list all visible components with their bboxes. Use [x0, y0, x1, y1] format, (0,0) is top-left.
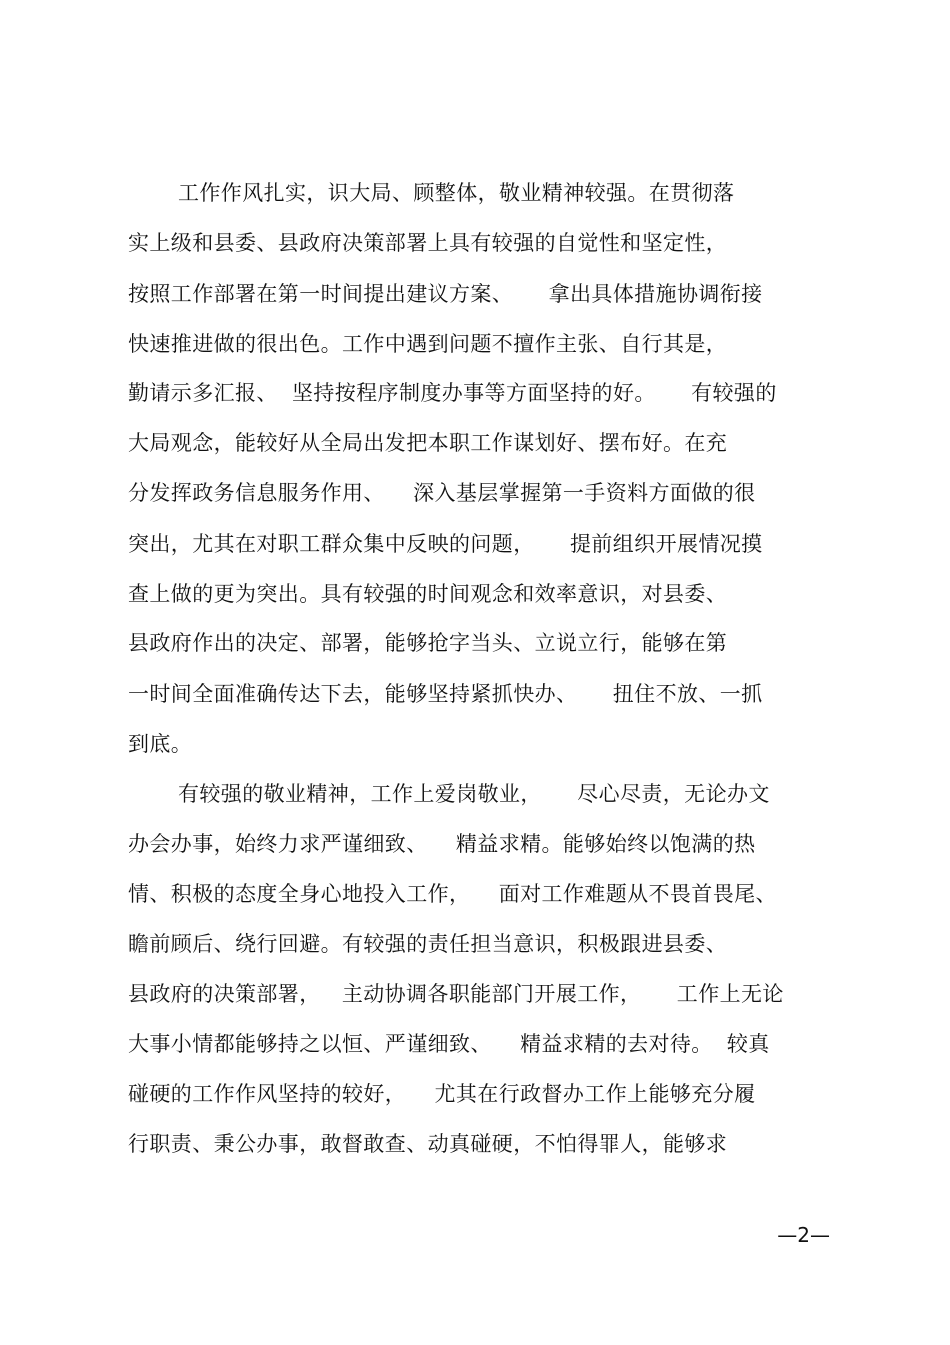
text-line: 瞻前顾后、绕行回避。有较强的责任担当意识，积极跟进县委、	[128, 932, 728, 956]
text-line: 突出，尤其在对职工群众集中反映的问题， 提前组织开展情况摸	[128, 532, 763, 556]
text-line: 大事小情都能够持之以恒、严谨细致、 精益求精的去对待。 较真	[128, 1032, 770, 1056]
text-line: 一时间全面准确传达下去，能够坚持紧抓快办、 扭住不放、一抓	[128, 682, 763, 706]
text-line: 查上做的更为突出。具有较强的时间观念和效率意识，对县委、	[128, 582, 728, 606]
page-number: —2—	[777, 1223, 830, 1247]
text-line: 实上级和县委、县政府决策部署上具有较强的自觉性和坚定性，	[128, 231, 728, 255]
text-line: 工作作风扎实，识大局、顾整体，敬业精神较强。在贯彻落	[178, 181, 735, 205]
text-line: 勤请示多汇报、 坚持按程序制度办事等方面坚持的好。 有较强的	[128, 381, 777, 405]
text-line: 情、积极的态度全身心地投入工作， 面对工作难题从不畏首畏尾、	[128, 882, 777, 906]
text-line: 县政府作出的决定、部署，能够抢字当头、立说立行，能够在第	[128, 631, 728, 655]
text-line: 快速推进做的很出色。工作中遇到问题不擅作主张、自行其是，	[128, 332, 728, 356]
text-line: 分发挥政务信息服务作用、 深入基层掌握第一手资料方面做的很	[128, 481, 756, 505]
text-line: 有较强的敬业精神，工作上爱岗敬业， 尽心尽责，无论办文	[178, 782, 770, 806]
text-line: 办会办事，始终力求严谨细致、 精益求精。能够始终以饱满的热	[128, 832, 756, 856]
text-line: 行职责、秉公办事，敢督敢查、动真碰硬，不怕得罪人，能够求	[128, 1132, 728, 1156]
text-line: 大局观念，能较好从全局出发把本职工作谋划好、摆布好。在充	[128, 431, 728, 455]
text-line: 碰硬的工作作风坚持的较好， 尤其在行政督办工作上能够充分履	[128, 1082, 756, 1106]
text-line: 县政府的决策部署， 主动协调各职能部门开展工作， 工作上无论	[128, 982, 784, 1006]
text-line: 按照工作部署在第一时间提出建议方案、 拿出具体措施协调衔接	[128, 282, 763, 306]
text-line: 到底。	[128, 732, 193, 756]
